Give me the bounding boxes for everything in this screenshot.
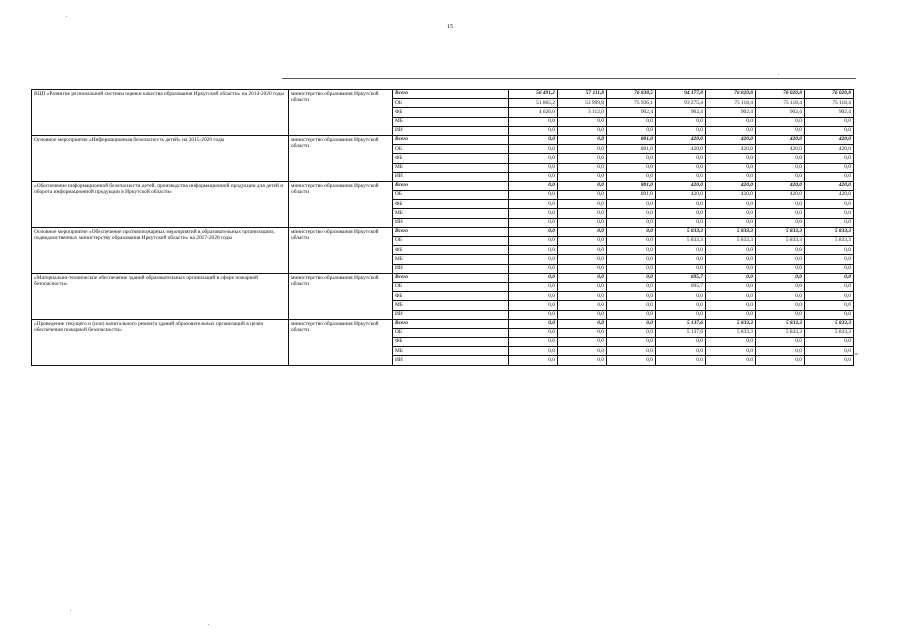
amount-cell: 0,0 bbox=[509, 218, 558, 227]
activity-name: Основное мероприятие «Информационная безопасность детей» на 2015-2020 годы bbox=[32, 135, 289, 181]
table-row bbox=[32, 227, 854, 236]
funding-source: ИИ bbox=[393, 218, 509, 227]
amount-cell: 420,0 bbox=[656, 145, 706, 154]
amount-cell: 0,0 bbox=[509, 356, 558, 365]
amount-cell: 0,0 bbox=[558, 301, 607, 310]
amount-cell: 0,0 bbox=[509, 172, 558, 181]
funding-source: ОБ bbox=[393, 328, 509, 337]
amount-cell: 0,0 bbox=[756, 255, 805, 264]
amount-cell: 0,0 bbox=[558, 292, 607, 301]
amount-cell: 0,0 bbox=[656, 117, 706, 126]
amount-cell: 0,0 bbox=[656, 246, 706, 255]
amount-cell: 0,0 bbox=[607, 209, 656, 218]
amount-cell: 0,0 bbox=[656, 255, 706, 264]
amount-cell: 0,0 bbox=[706, 301, 756, 310]
funding-source: ИИ bbox=[393, 310, 509, 319]
amount-cell: 0,0 bbox=[607, 163, 656, 172]
funding-source: ОБ bbox=[393, 237, 509, 246]
amount-cell: 0,0 bbox=[509, 264, 558, 273]
amount-cell: 0,0 bbox=[706, 273, 756, 282]
amount-cell: 0,0 bbox=[607, 200, 656, 209]
amount-cell: 0,0 bbox=[805, 292, 854, 301]
amount-cell: 0,0 bbox=[756, 218, 805, 227]
amount-cell: 0,0 bbox=[756, 273, 805, 282]
amount-cell: 0,0 bbox=[509, 328, 558, 337]
amount-cell: 0,0 bbox=[509, 191, 558, 200]
amount-cell: 0,0 bbox=[509, 227, 558, 236]
amount-cell: 0,0 bbox=[756, 310, 805, 319]
amount-cell: 0,0 bbox=[656, 292, 706, 301]
amount-cell: 0,0 bbox=[607, 282, 656, 291]
budget-table bbox=[31, 89, 854, 366]
amount-cell: 0,0 bbox=[706, 218, 756, 227]
amount-cell: 420,0 bbox=[656, 135, 706, 144]
funding-source: ОБ bbox=[393, 99, 509, 108]
amount-cell: 0,0 bbox=[756, 292, 805, 301]
amount-cell: 0,0 bbox=[656, 301, 706, 310]
amount-cell: 0,0 bbox=[756, 117, 805, 126]
amount-cell: 0,0 bbox=[756, 301, 805, 310]
amount-cell: 0,0 bbox=[558, 347, 607, 356]
amount-cell: 0,0 bbox=[706, 255, 756, 264]
amount-cell: 56 491,2 bbox=[509, 90, 558, 99]
amount-cell: 0,0 bbox=[656, 264, 706, 273]
amount-cell: 0,0 bbox=[558, 328, 607, 337]
scan-speck bbox=[70, 610, 71, 611]
amount-cell: 0,0 bbox=[656, 310, 706, 319]
amount-cell: 5 833,3 bbox=[756, 328, 805, 337]
amount-cell: 0,0 bbox=[656, 218, 706, 227]
amount-cell: 0,0 bbox=[805, 246, 854, 255]
amount-cell: 0,0 bbox=[509, 347, 558, 356]
amount-cell: 0,0 bbox=[756, 347, 805, 356]
amount-cell: 0,0 bbox=[756, 172, 805, 181]
scan-speck bbox=[208, 624, 209, 625]
amount-cell: 0,0 bbox=[509, 209, 558, 218]
amount-cell: 0,0 bbox=[558, 310, 607, 319]
amount-cell: 0,0 bbox=[607, 328, 656, 337]
funding-source: ИИ bbox=[393, 356, 509, 365]
amount-cell: 5 833,3 bbox=[706, 319, 756, 328]
amount-cell: 0,0 bbox=[558, 154, 607, 163]
amount-cell: 0,0 bbox=[509, 237, 558, 246]
amount-cell: 5 137,6 bbox=[656, 319, 706, 328]
funding-source: ИИ bbox=[393, 126, 509, 135]
amount-cell: 0,0 bbox=[607, 347, 656, 356]
amount-cell: 0,0 bbox=[607, 292, 656, 301]
amount-cell: 0,0 bbox=[558, 227, 607, 236]
amount-cell: 0,0 bbox=[656, 356, 706, 365]
amount-cell: 0,0 bbox=[805, 282, 854, 291]
funding-source: Всего bbox=[393, 135, 509, 144]
amount-cell: 0,0 bbox=[756, 126, 805, 135]
executor-name: министерство образования Иркутской области bbox=[289, 273, 393, 319]
amount-cell: 0,0 bbox=[509, 145, 558, 154]
amount-cell: 5 833,3 bbox=[805, 319, 854, 328]
amount-cell: 801,0 bbox=[607, 135, 656, 144]
table-row bbox=[32, 273, 854, 282]
amount-cell: 4 626,0 bbox=[509, 108, 558, 117]
amount-cell: 0,0 bbox=[558, 145, 607, 154]
amount-cell: 76 020,8 bbox=[805, 90, 854, 99]
funding-source: МБ bbox=[393, 209, 509, 218]
amount-cell: 0,0 bbox=[509, 117, 558, 126]
amount-cell: 5 833,3 bbox=[706, 328, 756, 337]
amount-cell: 5 833,3 bbox=[756, 237, 805, 246]
amount-cell: 0,0 bbox=[509, 301, 558, 310]
amount-cell: 0,0 bbox=[558, 181, 607, 190]
activity-name: «Обеспечение информационной безопасности детей, производства информационной продукции для детей и оборота информационной продукции в Иркутской области» bbox=[32, 181, 289, 227]
amount-cell: 0,0 bbox=[656, 172, 706, 181]
funding-source: МБ bbox=[393, 163, 509, 172]
amount-cell: 420,0 bbox=[805, 135, 854, 144]
amount-cell: 5 833,3 bbox=[805, 237, 854, 246]
amount-cell: 902,4 bbox=[706, 108, 756, 117]
amount-cell: 0,0 bbox=[805, 218, 854, 227]
table-row bbox=[32, 319, 854, 328]
amount-cell: 0,0 bbox=[756, 209, 805, 218]
amount-cell: 0,0 bbox=[607, 246, 656, 255]
amount-cell: 0,0 bbox=[607, 301, 656, 310]
amount-cell: 0,0 bbox=[706, 264, 756, 273]
amount-cell: 51 865,2 bbox=[509, 99, 558, 108]
amount-cell: 5 833,3 bbox=[756, 227, 805, 236]
amount-cell: 0,0 bbox=[706, 246, 756, 255]
amount-cell: 0,0 bbox=[706, 356, 756, 365]
amount-cell: 0,0 bbox=[558, 172, 607, 181]
amount-cell: 420,0 bbox=[805, 191, 854, 200]
amount-cell: 0,0 bbox=[607, 255, 656, 264]
amount-cell: 420,0 bbox=[706, 181, 756, 190]
amount-cell: 0,0 bbox=[509, 319, 558, 328]
amount-cell: 0,0 bbox=[805, 172, 854, 181]
amount-cell: 0,0 bbox=[756, 200, 805, 209]
amount-cell: 0,0 bbox=[805, 338, 854, 347]
amount-cell: 0,0 bbox=[607, 338, 656, 347]
funding-source: ОБ bbox=[393, 282, 509, 291]
amount-cell: 5 833,3 bbox=[656, 237, 706, 246]
amount-cell: 0,0 bbox=[558, 117, 607, 126]
funding-source: ОБ bbox=[393, 145, 509, 154]
amount-cell: 0,0 bbox=[509, 135, 558, 144]
amount-cell: 0,0 bbox=[756, 338, 805, 347]
funding-source: ФБ bbox=[393, 154, 509, 163]
amount-cell: 0,0 bbox=[706, 347, 756, 356]
amount-cell: 0,0 bbox=[805, 356, 854, 365]
amount-cell: 0,0 bbox=[607, 154, 656, 163]
amount-cell: 0,0 bbox=[756, 282, 805, 291]
amount-cell: 0,0 bbox=[558, 237, 607, 246]
funding-source: МБ bbox=[393, 255, 509, 264]
amount-cell: 0,0 bbox=[509, 292, 558, 301]
amount-cell: 0,0 bbox=[706, 310, 756, 319]
amount-cell: 0,0 bbox=[805, 273, 854, 282]
amount-cell: 75 118,4 bbox=[805, 99, 854, 108]
amount-cell: 0,0 bbox=[805, 117, 854, 126]
amount-cell: 0,0 bbox=[656, 338, 706, 347]
funding-source: ФБ bbox=[393, 338, 509, 347]
amount-cell: 0,0 bbox=[607, 172, 656, 181]
amount-cell: 0,0 bbox=[756, 246, 805, 255]
amount-cell: 0,0 bbox=[509, 273, 558, 282]
funding-source: ФБ bbox=[393, 200, 509, 209]
funding-source: МБ bbox=[393, 301, 509, 310]
page-number: 15 bbox=[447, 24, 453, 30]
table-row bbox=[32, 181, 854, 190]
amount-cell: 420,0 bbox=[656, 181, 706, 190]
activity-name: ВЦП «Развитие региональной системы оценки качества образования Иркутской области» на 2014-2020 годы bbox=[32, 90, 289, 136]
amount-cell: 801,0 bbox=[607, 191, 656, 200]
amount-cell: 0,0 bbox=[756, 264, 805, 273]
amount-cell: 0,0 bbox=[558, 273, 607, 282]
funding-source: МБ bbox=[393, 347, 509, 356]
activity-name: «Проведение текущего и (или) капитального ремонта зданий образовательных организаций в целях обеспечения пожарной безопасности» bbox=[32, 319, 289, 365]
amount-cell: 420,0 bbox=[756, 191, 805, 200]
amount-cell: 5 833,3 bbox=[805, 227, 854, 236]
amount-cell: 94 177,8 bbox=[656, 90, 706, 99]
amount-cell: 0,0 bbox=[706, 282, 756, 291]
amount-cell: 902,4 bbox=[805, 108, 854, 117]
table-row bbox=[32, 90, 854, 99]
funding-source: ИИ bbox=[393, 172, 509, 181]
amount-cell: 902,4 bbox=[656, 108, 706, 117]
amount-cell: 0,0 bbox=[607, 319, 656, 328]
executor-name: министерство образования Иркутской области bbox=[289, 227, 393, 273]
amount-cell: 0,0 bbox=[805, 154, 854, 163]
amount-cell: 0,0 bbox=[509, 126, 558, 135]
amount-cell: 420,0 bbox=[756, 135, 805, 144]
amount-cell: 0,0 bbox=[558, 135, 607, 144]
funding-source: Всего bbox=[393, 181, 509, 190]
amount-cell: 801,0 bbox=[607, 181, 656, 190]
funding-source: Всего bbox=[393, 319, 509, 328]
amount-cell: 5 833,3 bbox=[706, 237, 756, 246]
activity-name: Основное мероприятие «Обеспечение противопожарных мероприятий в образовательных организациях, подведомственных министерству образования Иркутской области» на 2017-2020 годы bbox=[32, 227, 289, 273]
amount-cell: 0,0 bbox=[656, 154, 706, 163]
amount-cell: 420,0 bbox=[656, 191, 706, 200]
amount-cell: 0,0 bbox=[509, 163, 558, 172]
amount-cell: 0,0 bbox=[805, 126, 854, 135]
budget-table-body bbox=[32, 90, 854, 366]
amount-cell: 0,0 bbox=[558, 163, 607, 172]
amount-cell: 5 833,3 bbox=[706, 227, 756, 236]
amount-cell: 0,0 bbox=[805, 209, 854, 218]
amount-cell: 0,0 bbox=[607, 117, 656, 126]
amount-cell: 76 020,8 bbox=[756, 90, 805, 99]
amount-cell: 0,0 bbox=[558, 255, 607, 264]
amount-cell: 0,0 bbox=[509, 338, 558, 347]
amount-cell: 420,0 bbox=[756, 181, 805, 190]
end-mark: ». bbox=[855, 352, 859, 357]
amount-cell: 420,0 bbox=[706, 145, 756, 154]
scan-speck bbox=[66, 16, 67, 17]
funding-source: ФБ bbox=[393, 108, 509, 117]
scan-top-rule bbox=[282, 78, 856, 79]
amount-cell: 0,0 bbox=[509, 200, 558, 209]
amount-cell: 695,7 bbox=[656, 273, 706, 282]
amount-cell: 0,0 bbox=[607, 356, 656, 365]
amount-cell: 420,0 bbox=[756, 145, 805, 154]
funding-source: ОБ bbox=[393, 191, 509, 200]
funding-source: Всего bbox=[393, 227, 509, 236]
funding-source: ИИ bbox=[393, 264, 509, 273]
amount-cell: 0,0 bbox=[805, 163, 854, 172]
amount-cell: 0,0 bbox=[607, 237, 656, 246]
amount-cell: 0,0 bbox=[706, 126, 756, 135]
amount-cell: 5 833,3 bbox=[756, 319, 805, 328]
amount-cell: 695,7 bbox=[656, 282, 706, 291]
amount-cell: 0,0 bbox=[706, 154, 756, 163]
executor-name: министерство образования Иркутской области bbox=[289, 181, 393, 227]
amount-cell: 0,0 bbox=[706, 292, 756, 301]
scan-speck bbox=[778, 74, 779, 75]
amount-cell: 0,0 bbox=[558, 126, 607, 135]
amount-cell: 5 137,6 bbox=[656, 328, 706, 337]
table-row bbox=[32, 135, 854, 144]
amount-cell: 0,0 bbox=[756, 163, 805, 172]
amount-cell: 0,0 bbox=[509, 181, 558, 190]
executor-name: министерство образования Иркутской области bbox=[289, 90, 393, 136]
executor-name: министерство образования Иркутской области bbox=[289, 135, 393, 181]
amount-cell: 93 275,4 bbox=[656, 99, 706, 108]
amount-cell: 0,0 bbox=[805, 301, 854, 310]
amount-cell: 0,0 bbox=[558, 338, 607, 347]
amount-cell: 0,0 bbox=[509, 310, 558, 319]
amount-cell: 420,0 bbox=[805, 145, 854, 154]
amount-cell: 0,0 bbox=[656, 126, 706, 135]
funding-source: Всего bbox=[393, 90, 509, 99]
amount-cell: 902,4 bbox=[607, 108, 656, 117]
amount-cell: 75 936,1 bbox=[607, 99, 656, 108]
amount-cell: 0,0 bbox=[805, 347, 854, 356]
funding-source: МБ bbox=[393, 117, 509, 126]
amount-cell: 0,0 bbox=[558, 319, 607, 328]
amount-cell: 0,0 bbox=[558, 356, 607, 365]
amount-cell: 5 833,3 bbox=[805, 328, 854, 337]
amount-cell: 902,4 bbox=[756, 108, 805, 117]
executor-name: министерство образования Иркутской области bbox=[289, 319, 393, 365]
amount-cell: 0,0 bbox=[656, 347, 706, 356]
amount-cell: 0,0 bbox=[607, 126, 656, 135]
amount-cell: 76 838,5 bbox=[607, 90, 656, 99]
amount-cell: 0,0 bbox=[509, 255, 558, 264]
amount-cell: 0,0 bbox=[656, 200, 706, 209]
amount-cell: 0,0 bbox=[509, 282, 558, 291]
amount-cell: 0,0 bbox=[558, 246, 607, 255]
amount-cell: 0,0 bbox=[558, 191, 607, 200]
amount-cell: 0,0 bbox=[805, 255, 854, 264]
amount-cell: 0,0 bbox=[607, 273, 656, 282]
amount-cell: 0,0 bbox=[558, 264, 607, 273]
amount-cell: 0,0 bbox=[706, 172, 756, 181]
funding-source: ФБ bbox=[393, 246, 509, 255]
amount-cell: 0,0 bbox=[607, 227, 656, 236]
amount-cell: 0,0 bbox=[558, 200, 607, 209]
amount-cell: 0,0 bbox=[607, 310, 656, 319]
amount-cell: 75 118,4 bbox=[756, 99, 805, 108]
amount-cell: 0,0 bbox=[805, 310, 854, 319]
funding-source: ФБ bbox=[393, 292, 509, 301]
amount-cell: 0,0 bbox=[805, 264, 854, 273]
amount-cell: 0,0 bbox=[756, 356, 805, 365]
amount-cell: 76 020,8 bbox=[706, 90, 756, 99]
amount-cell: 75 118,4 bbox=[706, 99, 756, 108]
amount-cell: 0,0 bbox=[509, 246, 558, 255]
amount-cell: 0,0 bbox=[558, 209, 607, 218]
amount-cell: 0,0 bbox=[656, 209, 706, 218]
amount-cell: 5 833,3 bbox=[656, 227, 706, 236]
amount-cell: 3 112,0 bbox=[558, 108, 607, 117]
amount-cell: 53 999,8 bbox=[558, 99, 607, 108]
amount-cell: 57 111,8 bbox=[558, 90, 607, 99]
amount-cell: 0,0 bbox=[756, 154, 805, 163]
amount-cell: 0,0 bbox=[706, 117, 756, 126]
amount-cell: 0,0 bbox=[706, 163, 756, 172]
amount-cell: 0,0 bbox=[509, 154, 558, 163]
amount-cell: 420,0 bbox=[706, 135, 756, 144]
amount-cell: 0,0 bbox=[558, 282, 607, 291]
funding-source: Всего bbox=[393, 273, 509, 282]
amount-cell: 0,0 bbox=[656, 163, 706, 172]
activity-name: «Материально-техническое обеспечение зданий образовательных организаций в сфере пожарной безопасности» bbox=[32, 273, 289, 319]
amount-cell: 0,0 bbox=[607, 218, 656, 227]
amount-cell: 0,0 bbox=[706, 200, 756, 209]
amount-cell: 0,0 bbox=[558, 218, 607, 227]
amount-cell: 801,0 bbox=[607, 145, 656, 154]
amount-cell: 0,0 bbox=[706, 338, 756, 347]
amount-cell: 420,0 bbox=[706, 191, 756, 200]
amount-cell: 0,0 bbox=[805, 200, 854, 209]
amount-cell: 0,0 bbox=[706, 209, 756, 218]
amount-cell: 420,0 bbox=[805, 181, 854, 190]
amount-cell: 0,0 bbox=[607, 264, 656, 273]
